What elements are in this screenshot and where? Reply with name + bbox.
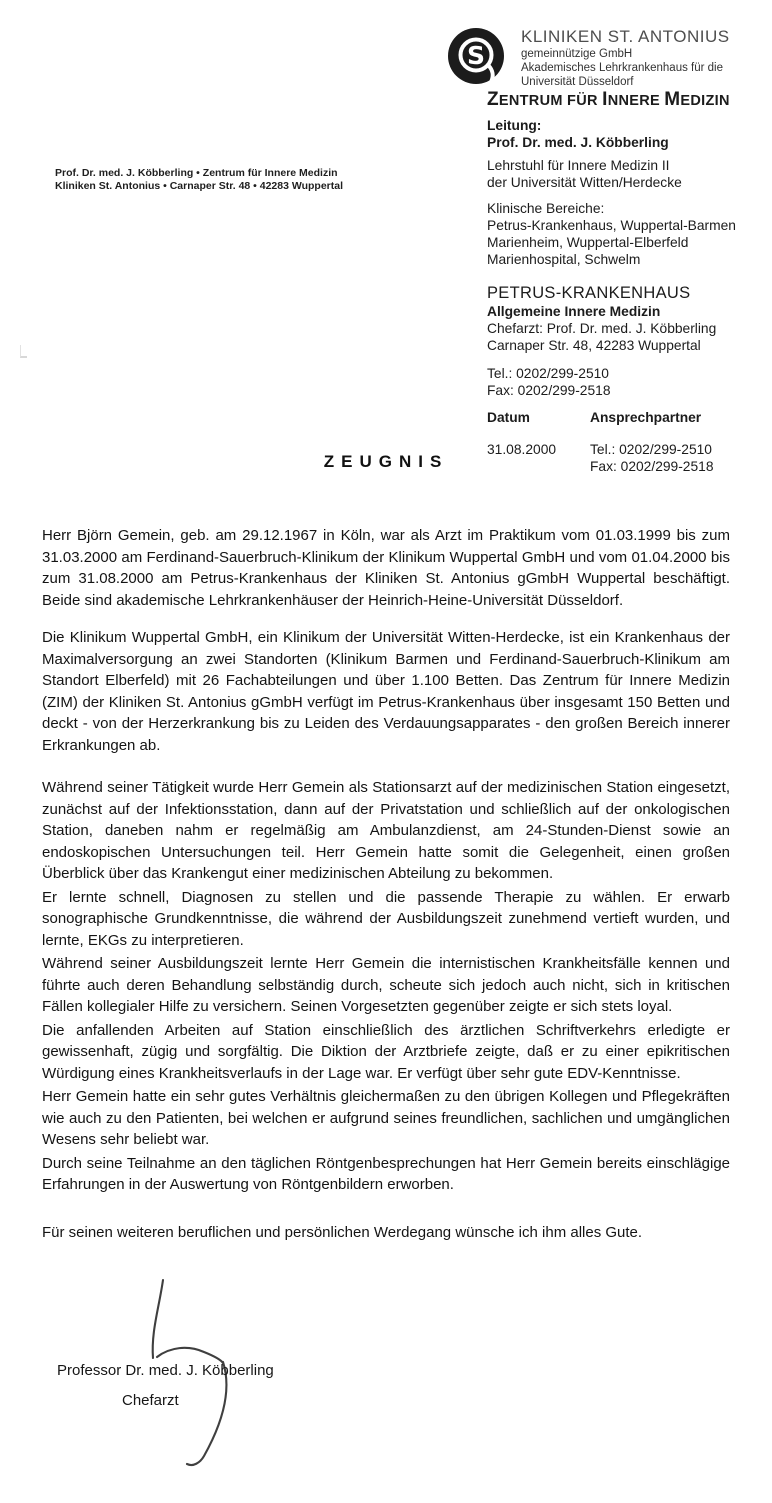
st-antonius-logo-icon xyxy=(447,27,507,89)
paragraph: Während seiner Ausbildungszeit lernte Herr Gemein die internistischen Krankheitsfälle kennen und führte auch deren Behandlung selbständig durch, scheute sich jedoch auch nicht, sich in kritischen Fällen kollegialer Hilfe zu versichern. Seinen Vorgesetzten gegenüber zeigte er sich stets loyal. xyxy=(42,955,730,1015)
telfax-block xyxy=(487,365,769,399)
chair-line-2: der Universität Witten/Herdecke xyxy=(487,175,682,190)
paragraph: Während seiner Tätigkeit wurde Herr Gemein als Stationsarzt auf der medizinischen Station eingesetzt, zunächst auf der Infektionsstation, dann auf der Privatstation und schließlich auf der onkologischen Station, daneben nahm er regelmäßig am Ambulanzdienst, am 24-Stunden-Dienst sowie an endoskopischen Untersuchungen teil. Herr Gemein hatte somit die Gelegenheit, einen großen Überblick über das Krankengut einer medizinischen Abteilung zu bekommen. xyxy=(42,779,730,882)
paragraph: Er lernte schnell, Diagnosen zu stellen und die passende Therapie zu wählen. Er erwarb sonographische Grundkenntnisse, die während der Ausbildungszeit zunehmend vertieft wurden, und lernte, EKGs zu interpretieren. xyxy=(42,888,730,949)
paragraph: Die anfallenden Arbeiten auf Station einschließlich des ärztlichen Schriftverkehrs erledigte er gewissenhaft, zügig und sorgfältig. Die Diktion der Arztbriefe zeigte, daß er zu einer epikritischen Würdigung eines Krankheitsverlaufs in der Lage war. Er verfügt über sehr gute EDV-Kenntnisse. xyxy=(42,1021,730,1082)
hospital-block xyxy=(487,283,769,354)
letterhead-details xyxy=(487,91,769,475)
hospital-name: PETRUS-KRANKENHAUS xyxy=(487,284,691,302)
svg-text:S: S xyxy=(466,41,486,70)
center-title-part: EDIZIN xyxy=(680,93,730,109)
leitung-name: Prof. Dr. med. J. Köbberling xyxy=(487,135,669,150)
date-value: 31.08.2000 xyxy=(487,442,557,457)
contact-tel: Tel.: 0202/299-2510 xyxy=(590,442,712,457)
paragraph: Herr Björn Gemein, geb. am 29.12.1967 in Köln, war als Arzt im Praktikum vom 01.03.1999 bis zum 31.03.2000 am Ferdinand-Sauerbruch-Klinikum der Klinikum Wuppertal GmbH und vom 01.04.2000 bis zum 31.08.2000 am Petrus-Krankenhaus der Kliniken St. Antonius gGmbH Wuppertal beschäftigt. Beide sind akademische Lehrkrankenhäuser der Heinrich-Heine-Universität Düsseldorf. xyxy=(42,527,730,609)
datum-header-row xyxy=(487,409,769,426)
center-title-part: M xyxy=(664,89,681,110)
center-title-part: I xyxy=(602,89,608,110)
clinical-line-2: Marienheim, Wuppertal-Elberfeld xyxy=(487,235,689,250)
letter-body xyxy=(42,452,730,1243)
paragraph: Die Klinikum Wuppertal GmbH, ein Klinikum der Universität Witten-Herdecke, ist ein Krankenhaus der Maximalversorgung an zwei Standorten (Klinikum Barmen und Ferdinand-Sauerbruch-Klinikum am Standort Elberfeld) mit 26 Fachabteilungen und über 1.100 Betten. Das Zentrum für Innere Medizin (ZIM) der Kliniken St. Antonius gGmbH verfügt im Petrus-Krankenhaus über insgesamt 150 Betten und deckt - von der Herzerkrankung bis zu Leiden des Verdauungsapparates - den großen Bereich innerer Erkrankungen ab. xyxy=(42,629,730,754)
datum-label: Datum xyxy=(487,410,530,425)
document-title: ZEUGNIS xyxy=(323,452,449,471)
org-subline-3: Universität Düsseldorf xyxy=(521,76,634,88)
center-title-part: NNERE xyxy=(607,93,665,109)
center-title-part: Z xyxy=(487,89,499,110)
tel-line: Tel.: 0202/299-2510 xyxy=(487,366,609,381)
contact-fax: Fax: 0202/299-2518 xyxy=(590,459,714,474)
sender-address-line xyxy=(55,167,343,193)
signature-name: Professor Dr. med. J. Köbberling xyxy=(57,1362,274,1379)
closing-line: Für seinen weiteren beruflichen und persönlichen Werdegang wünsche ich ihm alles Gute. xyxy=(42,1223,643,1241)
chair-block xyxy=(487,157,769,191)
center-title-part: ENTRUM FÜR xyxy=(498,93,603,109)
sender-line-1: Prof. Dr. med. J. Köbberling • Zentrum für Innere Medizin xyxy=(55,167,338,179)
ansprechpartner-label: Ansprechpartner xyxy=(590,410,702,425)
hospital-dept: Allgemeine Innere Medizin xyxy=(487,304,661,319)
org-subline-1: gemeinnützige GmbH xyxy=(521,48,633,60)
letterhead-org xyxy=(521,27,730,89)
clinical-label: Klinische Bereiche: xyxy=(487,201,605,216)
leitung-label: Leitung: xyxy=(487,118,542,133)
paragraph: Durch seine Teilnahme an den täglichen Röntgenbesprechungen hat Herr Gemein bereits einschlägige Erfahrungen in der Auswertung von Röntgenbildern erworben. xyxy=(42,1154,730,1193)
paragraph: Herr Gemein hatte ein sehr gutes Verhältnis gleichermaßen zu den übrigen Kollegen und Pflegekräften wie auch zu den Patienten, bei welchen er aufgrund seines freundlichen, sachlichen und umgänglichen Wesens sehr beliebt war. xyxy=(42,1088,730,1148)
clinical-line-3: Marienhospital, Schwelm xyxy=(487,252,641,267)
scan-artifact xyxy=(20,345,27,358)
clinical-block xyxy=(487,200,769,268)
hospital-address: Carnaper Str. 48, 42283 Wuppertal xyxy=(487,338,701,353)
org-subline-2: Akademisches Lehrkrankenhaus für die xyxy=(521,62,724,74)
hospital-chief: Chefarzt: Prof. Dr. med. J. Köbberling xyxy=(487,321,717,336)
sender-line-2: Kliniken St. Antonius • Carnaper Str. 48 • 42283 Wuppertal xyxy=(55,180,344,192)
fax-line: Fax: 0202/299-2518 xyxy=(487,383,611,398)
center-title xyxy=(487,91,769,110)
clinical-line-1: Petrus-Krankenhaus, Wuppertal-Barmen xyxy=(487,218,736,233)
chair-line-1: Lehrstuhl für Innere Medizin II xyxy=(487,158,670,173)
signature-role: Chefarzt xyxy=(122,1392,179,1409)
org-name: KLINIKEN ST. ANTONIUS xyxy=(521,27,730,46)
